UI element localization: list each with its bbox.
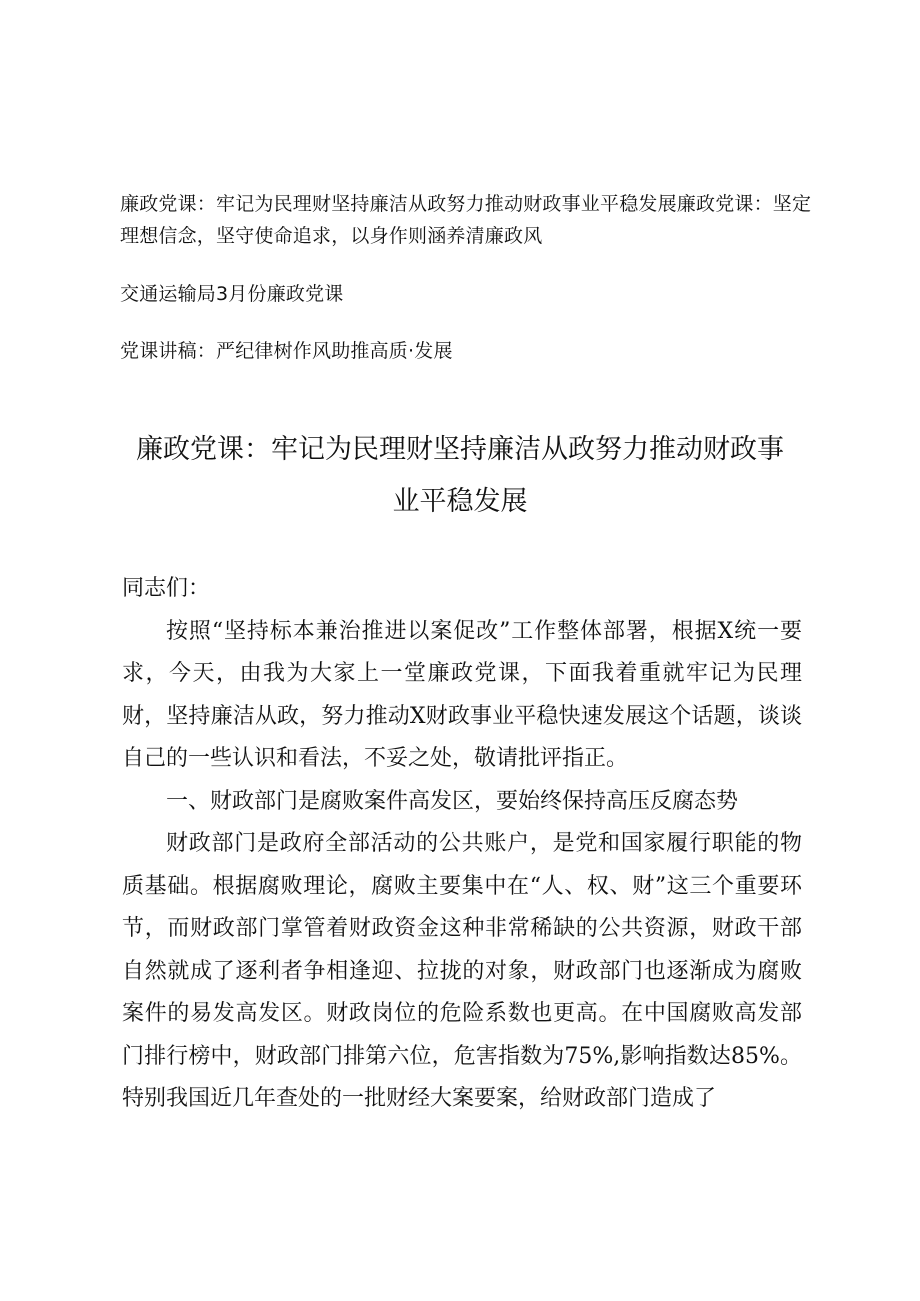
greeting: 同志们： [122, 576, 211, 601]
paragraph-section-1: 财政部门是政府全部活动的公共账户，是党和国家履行职能的物质基础。根据腐败理论，腐败主要集中在“人、权、财”这三个重要环节，而财政部门掌管着财政资金这种非常稀缺的公共资源，财政干部自然就成了逐利者争相逢迎、拉拢的对象，财政部门也逐渐成为腐败案件的易发高发区。财政岗位的危险系数也更高。在中国腐败高发部门排行榜中，财政部门排第六位，危害指数为75%,影响指数达85%。特别我国近几年查处的一批财经大案要案，给财政部门造成了 [122, 831, 802, 1111]
document-title-line-2: 业平稳发展 [392, 486, 528, 517]
toc-entry-2: 交通运输局3月份廉政党课 [120, 283, 344, 305]
document-title [100, 424, 820, 528]
toc-entry-3: 党课讲稿：严纪律树作风助推高质·发展 [120, 340, 453, 362]
document-title-line-1: 廉政党课：牢记为民理财坚持廉洁从政努力推动财政事 [136, 434, 784, 465]
section-heading-1: 一、财政部门是腐败案件高发区，要始终保持高压反腐态势 [166, 788, 739, 814]
document-body [122, 568, 802, 1121]
paragraph-intro: 按照“坚持标本兼治推进以案促改”工作整体部署，根据X统一要求，今天，由我为大家上一堂廉政党课，下面我着重就牢记为民理财，坚持廉洁从政，努力推动X财政事业平稳快速发展这个话题，谈谈自己的一些认识和看法，不妥之处，敬请批评指正。 [122, 618, 802, 771]
toc-entry-1: 廉政党课：牢记为民理财坚持廉洁从政努力推动财政事业平稳发展廉政党课：坚定理想信念，坚守使命追求，以身作则涵养清廉政风 [120, 193, 812, 247]
